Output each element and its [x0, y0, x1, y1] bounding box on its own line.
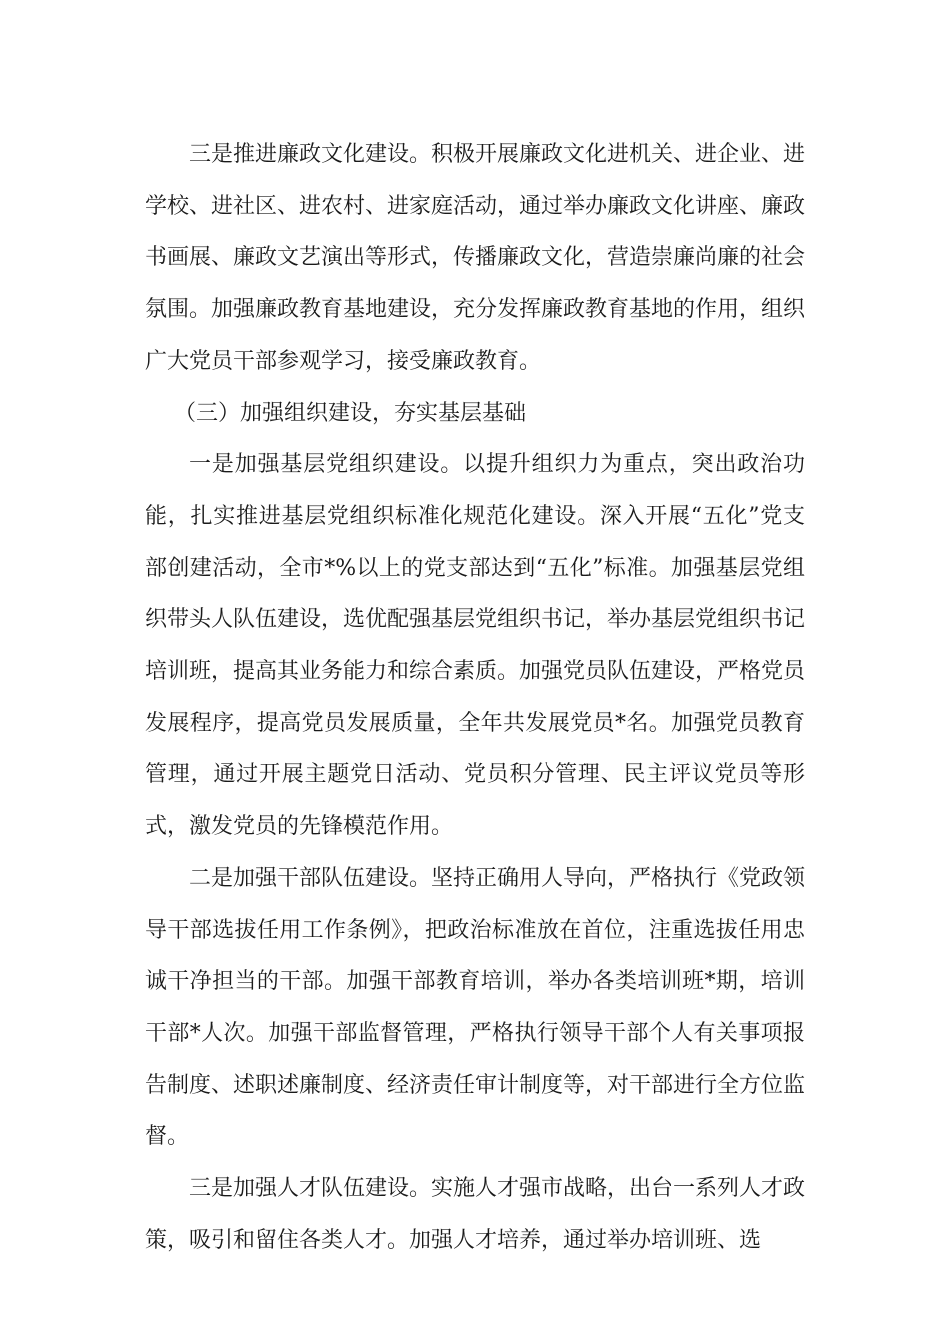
paragraph-grassroots-party: 一是加强基层党组织建设。以提升组织力为重点，突出政治功能，扎实推进基层党组织标准化规范化建设。深入开展“五化”党支部创建活动，全市*%以上的党支部达到“五化”标准。加强基层党组织带头人队伍建设，选优配强基层党组织书记，举办基层党组织书记培训班，提高其业务能力和综合素质。加强党员队伍建设，严格党员发展程序，提高党员发展质量，全年共发展党员*名。加强党员教育管理，通过开展主题党日活动、党员积分管理、民主评议党员等形式，激发党员的先锋模范作用。 [145, 452, 806, 840]
section-heading-text: （三）加强组织建设，夯实基层基础 [174, 400, 527, 426]
section-heading-organization [145, 388, 805, 440]
document-body [145, 129, 805, 1266]
paragraph-talent-team: 三是加强人才队伍建设。实施人才强市战略，出台一系列人才政策，吸引和留住各类人才。加强人才培养，通过举办培训班、选 [145, 1176, 806, 1253]
paragraph-clean-culture: 三是推进廉政文化建设。积极开展廉政文化进机关、进企业、进学校、进社区、进农村、进家庭活动，通过举办廉政文化讲座、廉政书画展、廉政文艺演出等形式，传播廉政文化，营造崇廉尚廉的社会氛围。加强廉政教育基地建设，充分发挥廉政教育基地的作用，组织广大党员干部参观学习，接受廉政教育。 [145, 142, 806, 374]
paragraph-cadre-team: 二是加强干部队伍建设。坚持正确用人导向，严格执行《党政领导干部选拔任用工作条例》，把政治标准放在首位，注重选拔任用忠诚干净担当的干部。加强干部教育培训，举办各类培训班*期，培训干部*人次。加强干部监督管理，严格执行领导干部个人有关事项报告制度、述职述廉制度、经济责任审计制度等，对干部进行全方位监督。 [145, 865, 806, 1150]
